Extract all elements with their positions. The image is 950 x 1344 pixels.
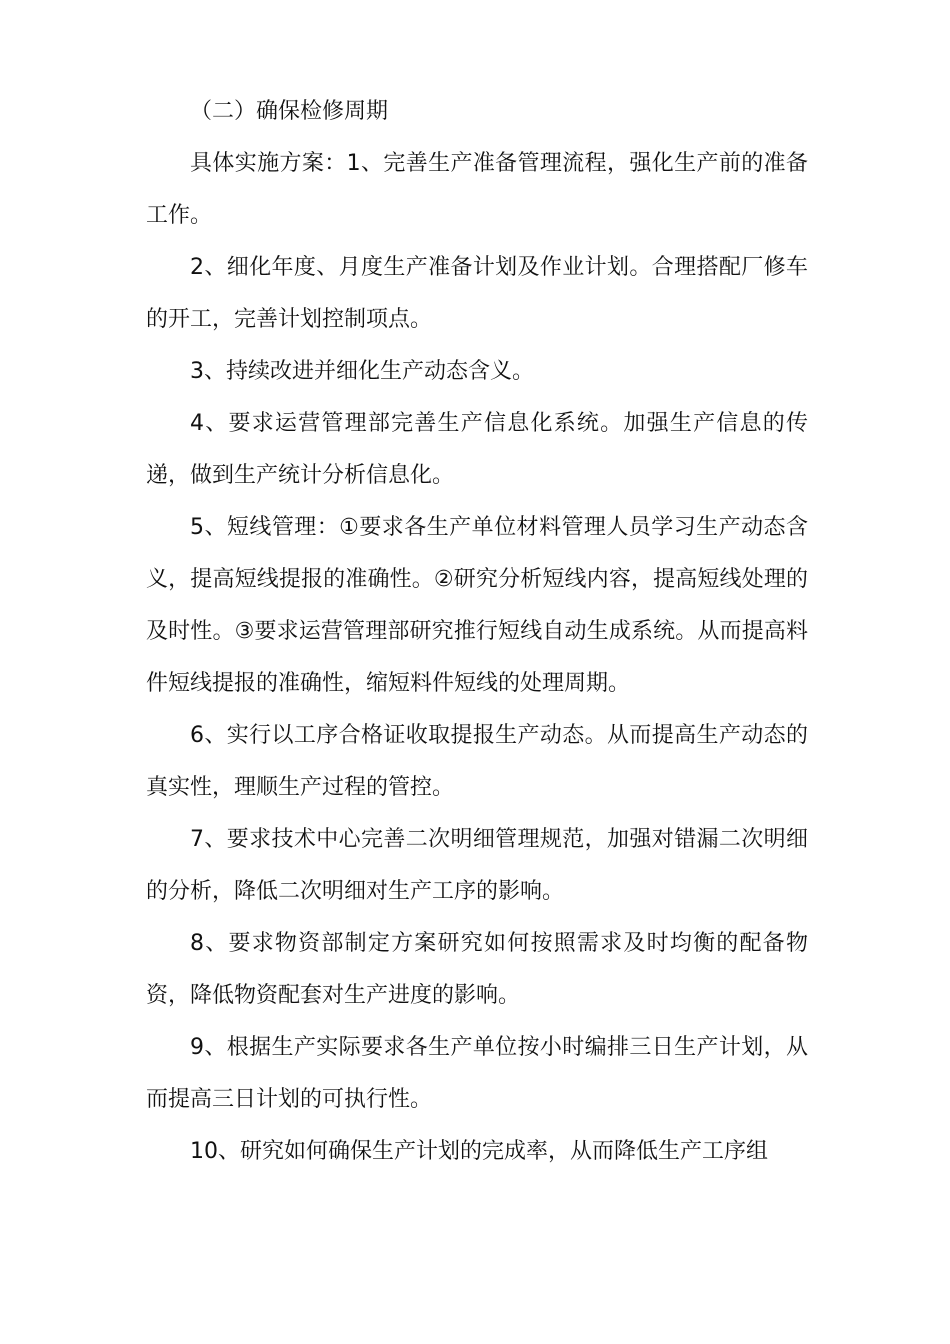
document-body <box>146 86 808 1178</box>
paragraph-plan-5: 5、短线管理：①要求各生产单位材料管理人员学习生产动态含义，提高短线提报的准确性。②研究分析短线内容，提高短线处理的及时性。③要求运营管理部研究推行短线自动生成系统。从而提高料件短线提报的准确性，缩短料件短线的处理周期。 <box>146 515 808 696</box>
paragraph-plan-9: 9、根据生产实际要求各生产单位按小时编排三日生产计划，从而提高三日计划的可执行性。 <box>146 1035 808 1112</box>
section-heading: （二）确保检修周期 <box>190 99 389 124</box>
paragraph-plan-6: 6、实行以工序合格证收取提报生产动态。从而提高生产动态的真实性，理顺生产过程的管控。 <box>146 723 808 800</box>
paragraph-plan-8: 8、要求物资部制定方案研究如何按照需求及时均衡的配备物资，降低物资配套对生产进度的影响。 <box>146 931 808 1008</box>
paragraph-plan-7: 7、要求技术中心完善二次明细管理规范，加强对错漏二次明细的分析，降低二次明细对生产工序的影响。 <box>146 827 808 904</box>
paragraph-plan-10: 10、研究如何确保生产计划的完成率，从而降低生产工序组 <box>190 1139 768 1164</box>
paragraph-plan-2: 2、细化年度、月度生产准备计划及作业计划。合理搭配厂修车的开工，完善计划控制项点。 <box>146 255 808 332</box>
paragraph-plan-3: 3、持续改进并细化生产动态含义。 <box>190 359 534 384</box>
paragraph-plan-1: 具体实施方案：1、完善生产准备管理流程，强化生产前的准备工作。 <box>146 151 808 228</box>
paragraph-plan-4: 4、要求运营管理部完善生产信息化系统。加强生产信息的传递，做到生产统计分析信息化。 <box>146 411 808 488</box>
